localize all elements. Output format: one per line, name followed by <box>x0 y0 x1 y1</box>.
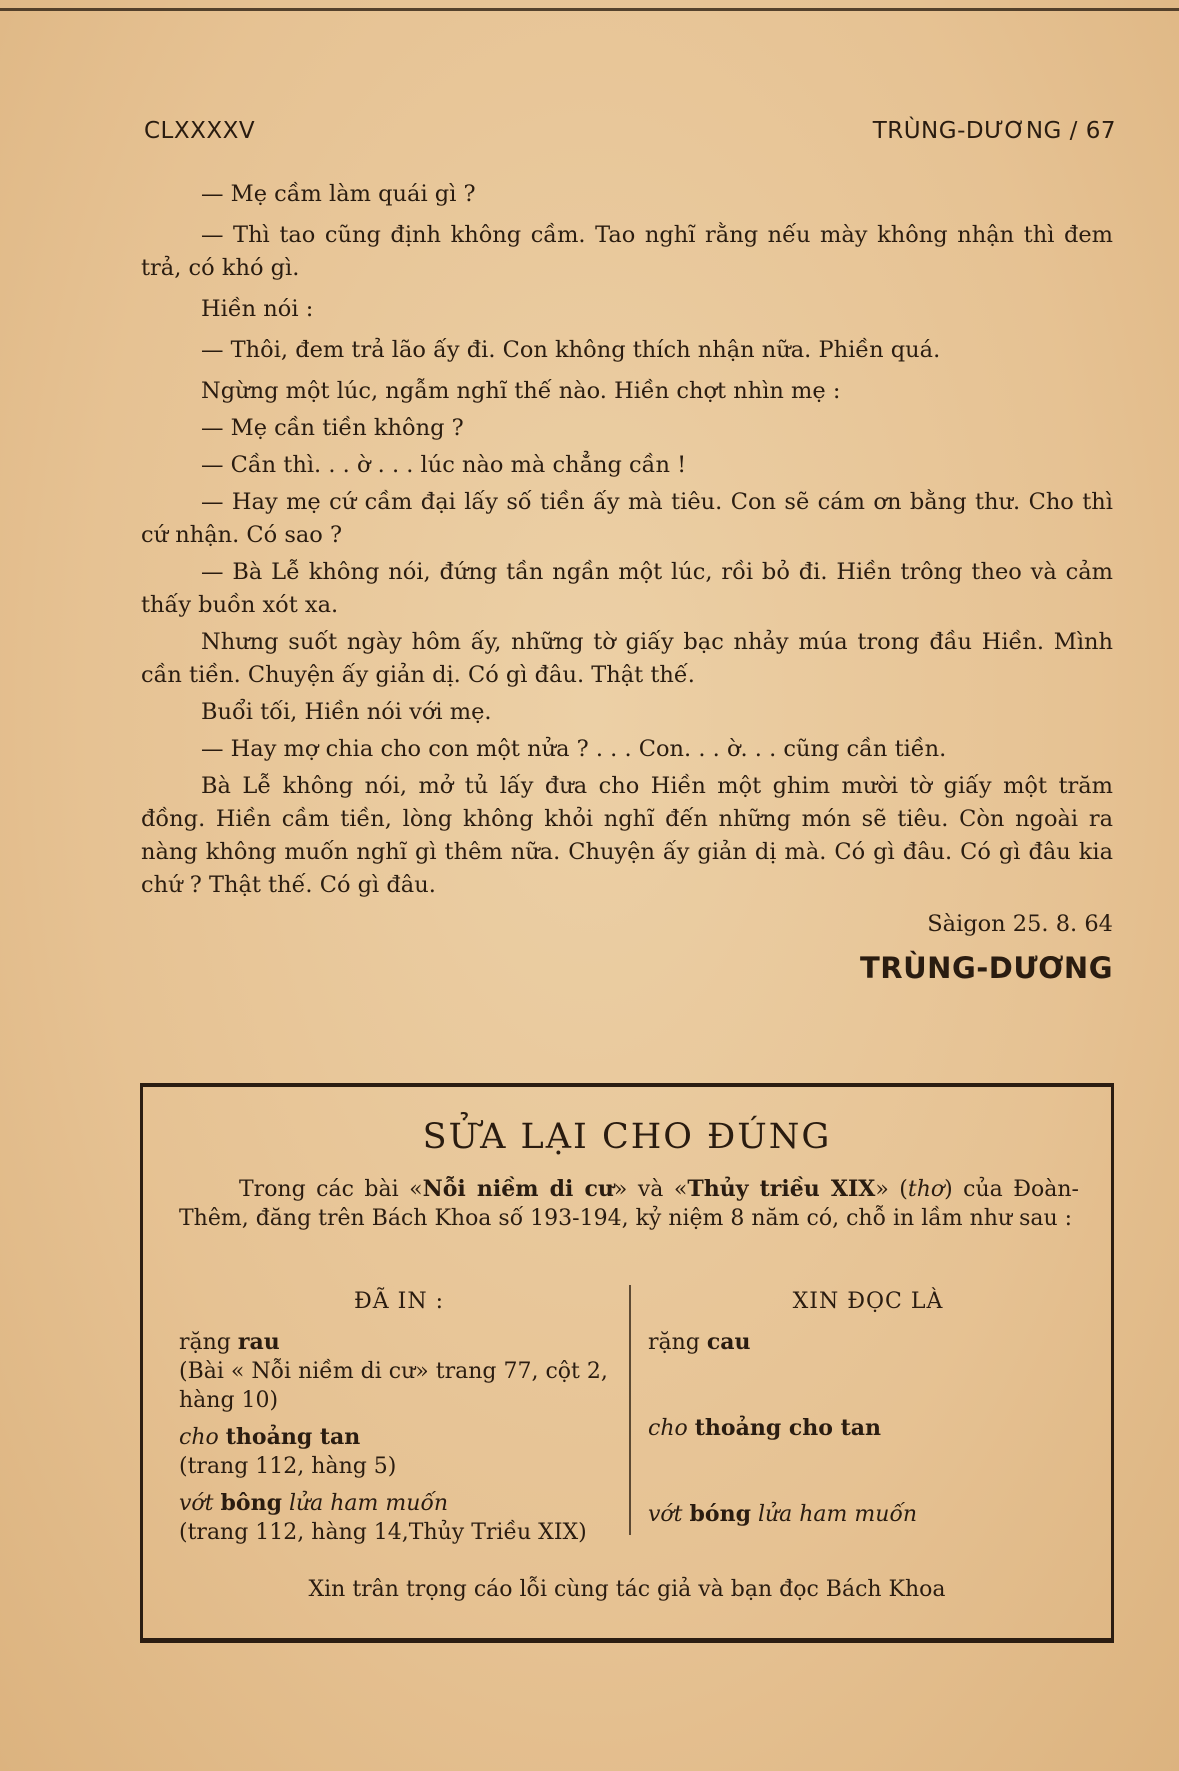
entry-word: cho <box>648 1416 688 1441</box>
dateline: Sàigon 25. 8. 64 <box>927 911 1113 937</box>
entry-word: vớt <box>179 1491 214 1516</box>
intro-text: Trong các bài « <box>239 1177 423 1202</box>
entry-word: lửa ham muốn <box>288 1491 449 1516</box>
printed-heading: ĐÃ IN : <box>354 1289 444 1314</box>
entry-error: rau <box>237 1329 280 1355</box>
genre: thơ <box>907 1177 945 1202</box>
paragraph: — Hay mợ chia cho con một nửa ? . . . Con. . . ờ. . . cũng cần tiền. <box>201 736 947 762</box>
entry-fix: cau <box>706 1329 751 1355</box>
corrected-entry <box>648 1500 1088 1529</box>
poem-title: Nỗi niềm di cư <box>422 1176 614 1202</box>
correction-title: SỬA LẠI CHO ĐÚNG <box>422 1117 832 1157</box>
column-divider <box>629 1285 631 1535</box>
paragraph: Bà Lễ không nói, mở tủ lấy đưa cho Hiền một ghim mười tờ giấy một trăm đồng. Hiền cầm tiền, lòng không khỏi nghĩ đến những món sẽ tiêu. Còn ngoài ra nàng không muốn nghĩ gì thêm nữa. Chuyện ấy giản dị mà. Có gì đâu. Có gì đâu kia chứ ? Thật thế. Có gì đâu. <box>141 773 1113 898</box>
apology-note: Xin trân trọng cáo lỗi cùng tác giả và bạn đọc Bách Khoa <box>308 1577 946 1602</box>
paragraph: — Mẹ cầm làm quái gì ? <box>201 181 476 207</box>
author-signature: TRÙNG-DƯƠNG <box>860 951 1113 985</box>
paragraph: — Thì tao cũng định không cầm. Tao nghĩ rằng nếu mày không nhận thì đem trả, có khó gì. <box>141 222 1113 281</box>
paragraph: Nhưng suốt ngày hôm ấy, những tờ giấy bạc nhảy múa trong đầu Hiền. Mình cần tiền. Chuyện ấy giản dị. Có gì đâu. Thật thế. <box>141 629 1113 688</box>
paragraph: — Bà Lễ không nói, đứng tần ngần một lúc, rồi bỏ đi. Hiền trông theo và cảm thấy buồn xót xa. <box>141 559 1113 618</box>
corrected-column <box>648 1287 1088 1537</box>
top-rule <box>0 8 1179 11</box>
paragraph: Hiền nói : <box>201 296 314 322</box>
intro-text: » ( <box>875 1177 908 1202</box>
page-header <box>144 118 1116 148</box>
paragraph: — Hay mẹ cứ cầm đại lấy số tiền ấy mà tiêu. Con sẽ cám ơn bằng thư. Cho thì cứ nhận. Có sao ? <box>141 489 1113 548</box>
corrected-entry <box>648 1328 1088 1357</box>
printed-entry <box>179 1423 619 1481</box>
entry-reference: (trang 112, hàng 5) <box>179 1454 397 1479</box>
entry-word: lửa ham muốn <box>757 1502 918 1527</box>
correction-intro <box>179 1175 1079 1233</box>
paragraph: — Cần thì. . . ờ . . . lúc nào mà chẳng cần ! <box>201 452 687 478</box>
paragraph: Ngừng một lúc, ngẫm nghĩ thế nào. Hiền chợt nhìn mẹ : <box>201 378 841 404</box>
entry-word: rặng <box>648 1330 700 1355</box>
entry-fix: thoảng cho tan <box>694 1415 882 1441</box>
corrected-heading: XIN ĐỌC LÀ <box>792 1289 944 1314</box>
paragraph: — Thôi, đem trả lão ấy đi. Con không thích nhận nữa. Phiền quá. <box>201 337 941 363</box>
entry-error: thoảng tan <box>225 1424 361 1450</box>
poem-title: Thủy triều XIX <box>687 1176 876 1202</box>
intro-text: » và « <box>613 1177 688 1202</box>
entry-reference: (Bài « Nỗi niềm di cư» trang 77, cột 2, hàng 10) <box>179 1359 608 1413</box>
correction-box <box>140 1083 1114 1643</box>
paragraph: Buổi tối, Hiền nói với mẹ. <box>201 699 492 725</box>
entry-word: vớt <box>648 1502 683 1527</box>
story-text <box>141 178 1113 985</box>
corrected-entry <box>648 1414 1088 1443</box>
entry-error: bông <box>220 1490 282 1516</box>
printed-column <box>179 1287 619 1555</box>
entry-fix: bóng <box>689 1501 751 1527</box>
printed-entry <box>179 1489 619 1547</box>
running-head: TRÙNG-DƯƠNG / 67 <box>872 118 1116 144</box>
entry-word: rặng <box>179 1330 231 1355</box>
intro-text: ) của Đoàn-Thêm, đăng trên Bách Khoa số 193-194, kỷ niệm 8 năm có, chỗ in lầm như sau : <box>179 1177 1079 1231</box>
entry-word: cho <box>179 1425 219 1450</box>
issue-number: CLXXXXV <box>144 118 256 144</box>
printed-entry <box>179 1328 619 1415</box>
paragraph: — Mẹ cần tiền không ? <box>201 415 464 441</box>
entry-reference: (trang 112, hàng 14,Thủy Triều XIX) <box>179 1520 587 1545</box>
